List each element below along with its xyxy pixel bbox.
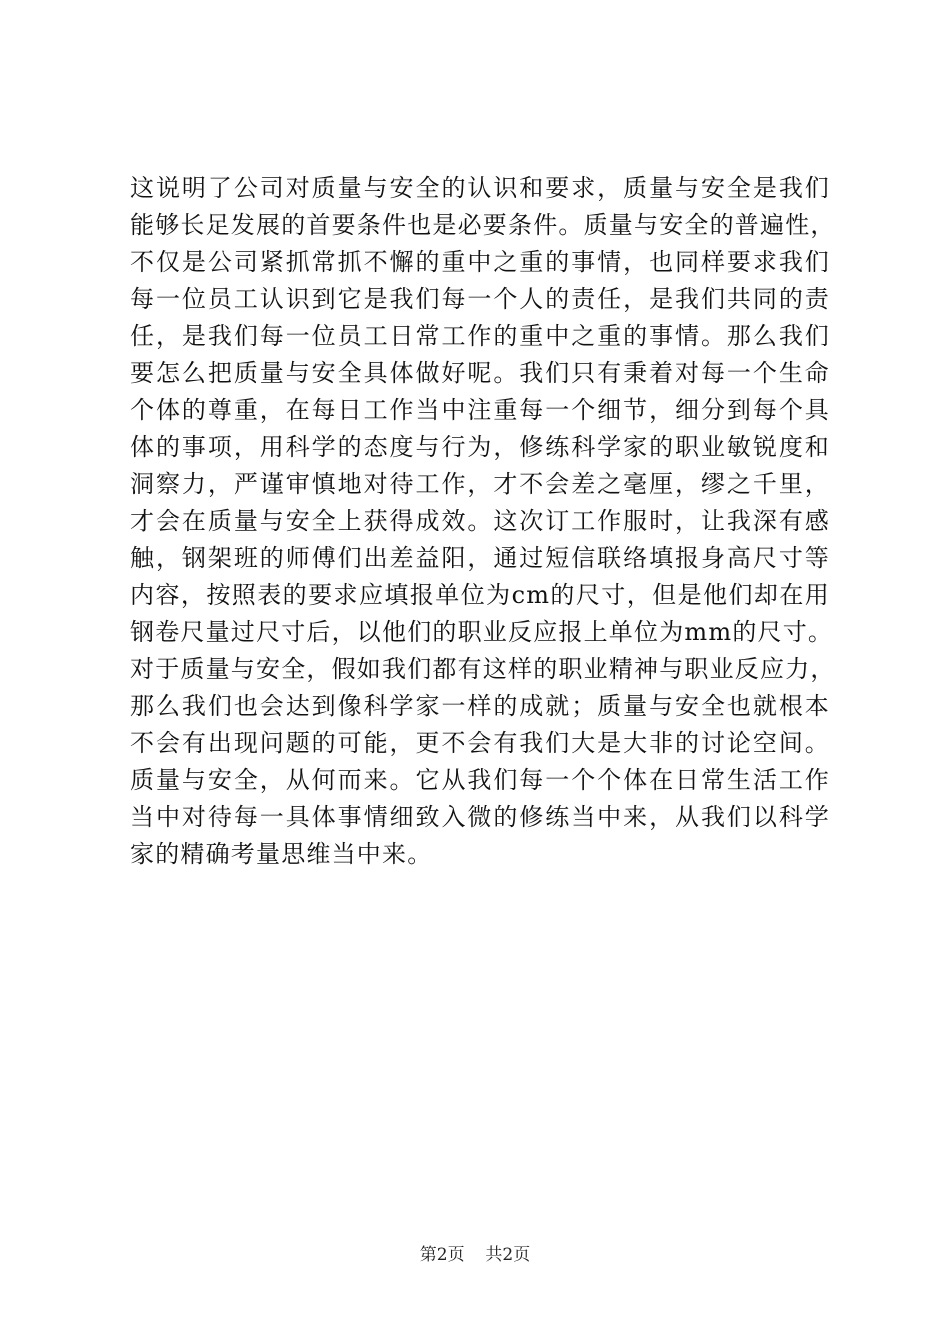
text-line: 钢卷尺量过尺寸后，以他们的职业反应报上单位为mm的尺寸。 (130, 618, 834, 646)
text-line: 任，是我们每一位员工日常工作的重中之重的事情。那么我们 (130, 322, 830, 350)
text-line: 才会在质量与安全上获得成效。这次订工作服时，让我深有感 (130, 507, 830, 535)
body-paragraph (130, 170, 836, 873)
text-line: 那么我们也会达到像科学家一样的成就；质量与安全也就根本 (130, 692, 830, 720)
text-line: 内容，按照表的要求应填报单位为cm的尺寸，但是他们却在用 (130, 581, 830, 609)
page-total: 共2页 (485, 1245, 531, 1265)
text-line: 每一位员工认识到它是我们每一个人的责任，是我们共同的责 (130, 285, 830, 313)
text-line: 不仅是公司紧抓常抓不懈的重中之重的事情，也同样要求我们 (130, 248, 830, 276)
text-line: 质量与安全，从何而来。它从我们每一个个体在日常生活工作 (130, 766, 830, 794)
text-line: 不会有出现问题的可能，更不会有我们大是大非的讨论空间。 (130, 729, 830, 757)
text-line: 这说明了公司对质量与安全的认识和要求，质量与安全是我们 (130, 174, 830, 202)
text-line: 能够长足发展的首要条件也是必要条件。质量与安全的普遍性， (130, 211, 836, 239)
text-line: 个体的尊重，在每日工作当中注重每一个细节，细分到每个具 (130, 396, 830, 424)
text-line: 当中对待每一具体事情细致入微的修练当中来，从我们以科学 (130, 803, 830, 831)
text-line: 洞察力，严谨审慎地对待工作，才不会差之毫厘，缪之千里， (130, 470, 830, 498)
text-line: 家的精确考量思维当中来。 (130, 840, 433, 868)
page-number: 第2页 (419, 1245, 465, 1265)
text-line: 触，钢架班的师傅们出差益阳，通过短信联络填报身高尺寸等 (130, 544, 830, 572)
text-line: 对于质量与安全，假如我们都有这样的职业精神与职业反应力， (130, 655, 836, 683)
text-line: 要怎么把质量与安全具体做好呢。我们只有秉着对每一个生命 (130, 359, 830, 387)
text-line: 体的事项，用科学的态度与行为，修练科学家的职业敏锐度和 (130, 433, 830, 461)
page-footer (0, 1244, 950, 1266)
